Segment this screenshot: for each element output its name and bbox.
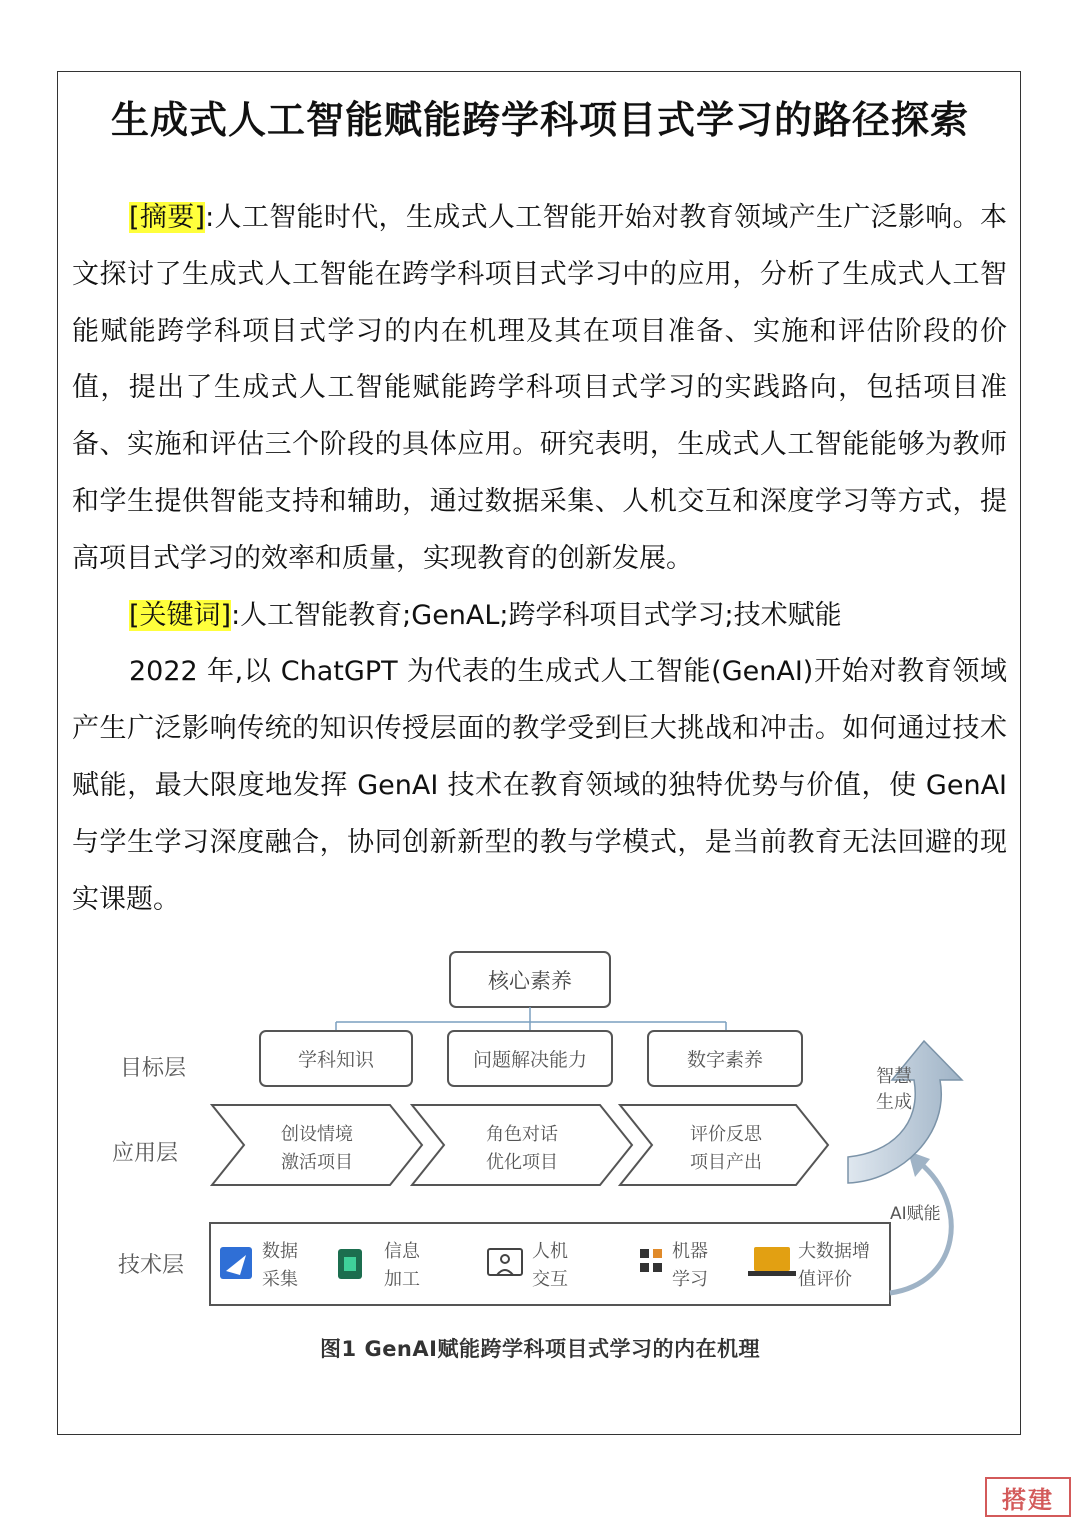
mechanism-figure bbox=[100, 945, 980, 1375]
layer-label-goal: 目标层 bbox=[120, 1056, 187, 1081]
abstract-text: :人工智能时代，生成式人工智能开始对教育领域产生广泛影响。本文探讨了生成式人工智能在跨学科项目式学习中的应用，分析了生成式人工智能赋能跨学科项目式学习的内在机理及其在项目准备、实施和评估阶段的价值，提出了生成式人工智能赋能跨学科项目式学习的实践路向，包括项目准备、实施和评估三个阶段的具体应用。研究表明，生成式人工智能能够为教师和学生提供智能支持和辅助，通过数据采集、人机交互和深度学习等方式，提高项目式学习的效率和质量，实现教育的创新发展。 bbox=[72, 202, 1007, 574]
tech-item-2-line2: 加工 bbox=[384, 1269, 420, 1290]
abstract-tag: [摘要] bbox=[129, 202, 206, 233]
tech-item-5-line1: 大数据增 bbox=[798, 1241, 870, 1262]
layer-label-application: 应用层 bbox=[112, 1141, 179, 1166]
tech-item-3-line2: 交互 bbox=[532, 1269, 568, 1290]
data-collection-icon bbox=[220, 1247, 252, 1279]
wisdom-label-line2: 生成 bbox=[876, 1092, 912, 1113]
app-step-1-line1: 创设情境 bbox=[281, 1124, 353, 1145]
tech-item-4-line1: 机器 bbox=[672, 1241, 708, 1262]
seal-stamp: 搭建 bbox=[985, 1477, 1071, 1517]
tech-item-5-line2: 值评价 bbox=[798, 1269, 852, 1290]
core-label: 核心素养 bbox=[488, 969, 572, 993]
abstract-paragraph bbox=[72, 190, 1007, 588]
goal-box-3-label: 数字素养 bbox=[686, 1049, 764, 1071]
tech-item-1-line1: 数据 bbox=[262, 1241, 298, 1262]
big-data-icon bbox=[748, 1247, 796, 1276]
app-step-1-line2: 激活项目 bbox=[281, 1152, 353, 1173]
tech-item-2-line1: 信息 bbox=[384, 1241, 420, 1262]
ai-empower-label: AI赋能 bbox=[890, 1204, 941, 1224]
app-step-2-line2: 优化项目 bbox=[486, 1152, 558, 1173]
keywords-text: :人工智能教育;GenAL;跨学科项目式学习;技术赋能 bbox=[231, 599, 842, 631]
keywords-paragraph bbox=[72, 588, 1007, 645]
goal-box-1-label: 学科知识 bbox=[297, 1049, 375, 1071]
app-step-3-line1: 评价反思 bbox=[690, 1124, 762, 1145]
app-step-3-line2: 项目产出 bbox=[690, 1152, 762, 1173]
wisdom-label-line1: 智慧 bbox=[876, 1066, 912, 1087]
tech-item-4-line2: 学习 bbox=[672, 1269, 708, 1290]
app-step-2-line1: 角色对话 bbox=[486, 1124, 558, 1145]
keywords-tag: [关键词] bbox=[129, 599, 232, 631]
tech-item-1-line2: 采集 bbox=[262, 1269, 298, 1290]
core-connectors bbox=[336, 1007, 726, 1031]
body-text bbox=[72, 190, 1007, 928]
figure-caption: 图1 GenAI赋能跨学科项目式学习的内在机理 bbox=[320, 1337, 760, 1361]
app-step-1-shape bbox=[212, 1105, 422, 1185]
tech-item-3-line1: 人机 bbox=[532, 1241, 568, 1262]
goal-box-2-label: 问题解决能力 bbox=[472, 1049, 588, 1071]
intro-paragraph: 2022 年,以 ChatGPT 为代表的生成式人工智能(GenAI)开始对教育领域产生广泛影响传统的知识传授层面的教学受到巨大挑战和冲击。如何通过技术赋能，最大限度地发挥 GenAI 技术在教育领域的独特优势与价值，使 GenAI 与学生学习深度融合，协同创新新型的教与学模式，是当前教育无法回避的现实课题。 bbox=[72, 656, 1007, 915]
info-processing-icon bbox=[338, 1249, 362, 1279]
paper-title: 生成式人工智能赋能跨学科项目式学习的路径探索 bbox=[110, 98, 969, 142]
app-step-3-shape bbox=[620, 1105, 828, 1185]
app-step-2-shape bbox=[412, 1105, 632, 1185]
layer-label-technology: 技术层 bbox=[118, 1253, 185, 1278]
